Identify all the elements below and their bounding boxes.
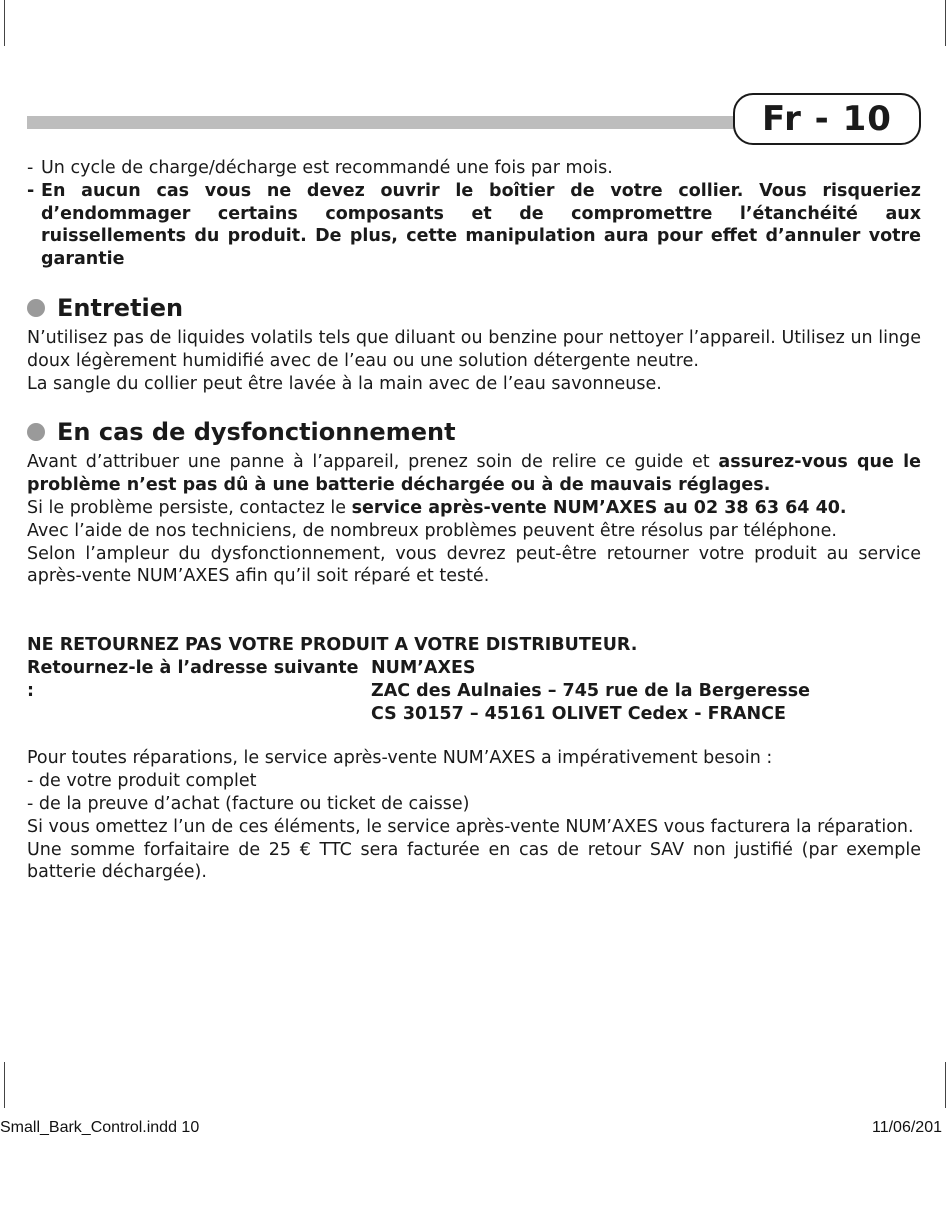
bullet-dot-icon — [27, 423, 45, 441]
paragraph-text: Avant d’attribuer une panne à l’appareil, prenez soin de relire ce guide et — [27, 452, 719, 473]
section-heading-dysfonctionnement — [27, 417, 921, 447]
section-heading-text: Entretien — [57, 293, 184, 322]
page-number-label: Fr - 10 — [762, 99, 892, 139]
crop-mark-bottom-right — [945, 1062, 946, 1108]
page-content — [27, 157, 921, 884]
list-item-text: En aucun cas vous ne devez ouvrir le boîtier de votre collier. Vous risqueriez d’endommager certains composants et de compromettre l’étanchéité aux ruissellements du produit. De plus, cette manipulation aura pour effet d’annuler votre garantie — [41, 180, 921, 270]
paragraph-emphasis: assurez-vous que le problème n’est pas dû à une batterie déchargée ou à de mauvais réglages. — [27, 452, 921, 496]
paragraph: Pour toutes réparations, le service après-vente NUM’AXES a impérativement besoin : — [27, 748, 773, 769]
footer-file-name: Small_Bark_Control.indd 10 — [0, 1119, 200, 1136]
paragraph: N’utilisez pas de liquides volatils tels que diluant ou benzine pour nettoyer l’appareil. Utilisez un linge doux légèrement humidifié avec de l’eau ou une solution détergente neutre. — [27, 327, 921, 371]
paragraph: La sangle du collier peut être lavée à la main avec de l’eau savonneuse. — [27, 373, 662, 394]
service-phone: service après-vente NUM’AXES au 02 38 63 64 40. — [351, 497, 847, 518]
list-dash: - — [27, 158, 34, 178]
list-item: - de la preuve d’achat (facture ou ticket de caisse) — [27, 793, 470, 814]
bullet-dot-icon — [27, 299, 45, 317]
return-address — [27, 657, 921, 725]
crop-mark-bottom-left — [4, 1062, 5, 1108]
paragraph: Avec l’aide de nos techniciens, de nombreux problèmes peuvent être résolus par téléphone. — [27, 520, 837, 541]
paragraph — [27, 497, 921, 520]
paragraph: Une somme forfaitaire de 25 € TTC sera facturée en cas de retour SAV non justifié (par exemple batterie déchargée). — [27, 839, 921, 883]
return-address-label: Retournez-le à l’adresse suivante : — [27, 657, 359, 701]
header-rule — [27, 116, 739, 129]
list-dash: - — [27, 180, 35, 201]
return-warning: NE RETOURNEZ PAS VOTRE PRODUIT A VOTRE DISTRIBUTEUR. — [27, 635, 638, 656]
section-heading-entretien — [27, 293, 921, 323]
paragraph: Selon l’ampleur du dysfonctionnement, vous devrez peut-être retourner votre produit au service après-vente NUM’AXES afin qu’il soit réparé et testé. — [27, 543, 921, 587]
crop-mark-top-left — [4, 0, 5, 46]
paragraph-text: Si le problème persiste, contactez le — [27, 497, 352, 518]
list-item: - de votre produit complet — [27, 771, 257, 792]
page-number-badge — [733, 93, 921, 145]
address-line: NUM’AXES — [371, 657, 476, 678]
list-item-warning — [27, 180, 921, 271]
address-line: CS 30157 – 45161 OLIVET Cedex - FRANCE — [371, 703, 786, 724]
footer-date: 11/06/201 — [872, 1119, 942, 1136]
paragraph — [27, 451, 921, 497]
list-item-text: Un cycle de charge/décharge est recommandé une fois par mois. — [41, 158, 613, 178]
address-block — [371, 657, 810, 725]
list-item — [27, 157, 921, 180]
section-heading-text: En cas de dysfonctionnement — [57, 418, 456, 447]
crop-mark-top-right — [945, 0, 946, 46]
address-line: ZAC des Aulnaies – 745 rue de la Bergeresse — [371, 680, 811, 701]
paragraph: Si vous omettez l’un de ces éléments, le service après-vente NUM’AXES vous facturera la réparation. — [27, 816, 914, 837]
